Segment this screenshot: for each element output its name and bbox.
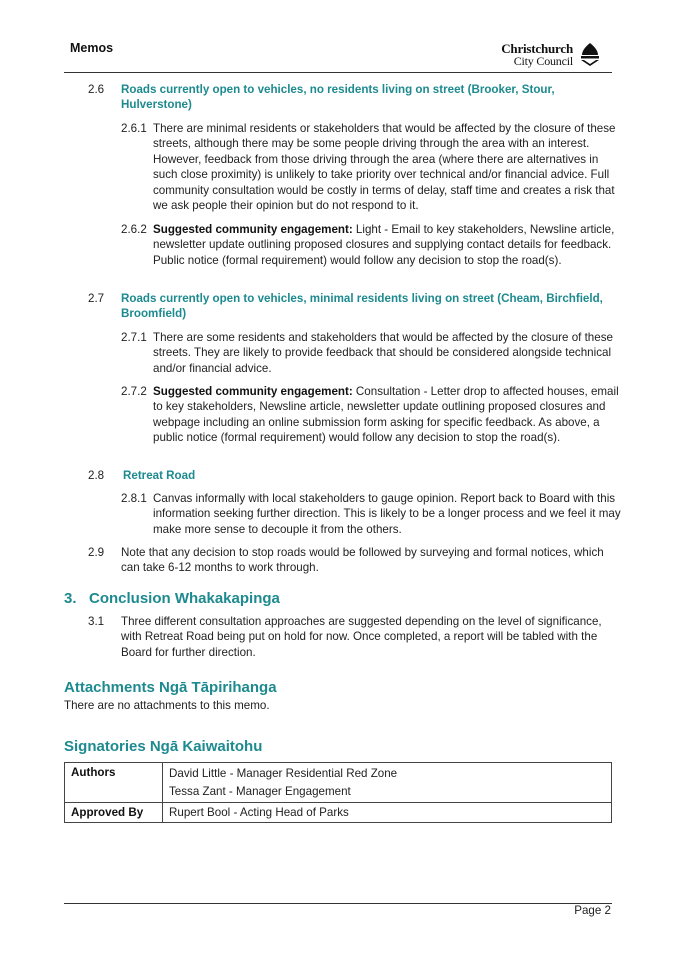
header-rule [64, 72, 612, 73]
paragraph: There are some residents and stakeholders that would be affected by the closure of these streets. They are likely to provide feedback that should be considered alongside technical and/or financial advice. [153, 331, 613, 375]
page-number: Page 2 [574, 904, 611, 917]
section-number: 2.7.2 [121, 385, 147, 398]
section-heading: Roads currently open to vehicles, no residents living on street (Brooker, Stour, Hulverstone) [121, 83, 555, 112]
section-number: 2.7.1 [121, 331, 147, 344]
row-value [163, 763, 612, 803]
section-number: 2.9 [88, 546, 105, 559]
row-value [163, 802, 612, 822]
section-heading: Roads currently open to vehicles, minimal residents living on street (Cheam, Birchfield, Broomfield) [121, 292, 603, 321]
heading-title: Conclusion Whakakapinga [89, 590, 280, 607]
section-2-8-1 [121, 491, 621, 537]
section-2-6 [88, 82, 618, 113]
section-number: 2.8.1 [121, 492, 147, 505]
bold-lead: Suggested community engagement: [153, 385, 353, 398]
attachments-heading: Attachments Ngā Tāpirihanga [64, 679, 277, 696]
paragraph: Three different consultation approaches are suggested depending on the level of significance, with Retreat Road being put on hold for now. Once completed, a report will be tabled with the Board for further direction. [121, 615, 602, 659]
section-2-7-2 [121, 384, 621, 446]
table-row [65, 763, 612, 803]
table-row [65, 802, 612, 822]
section-2-7-1 [121, 330, 621, 376]
paragraph-text: Light - Email to key stakeholders, Newsline article, newsletter update outlining proposed closures and supplying contact details for feedback. Public notice (formal requirement) would follow any decision to stop the road(s). [153, 223, 615, 267]
section-2-9 [88, 545, 618, 576]
paragraph [153, 222, 621, 268]
section-2-6-1 [121, 121, 621, 213]
council-logo [499, 42, 603, 68]
section-3-1 [88, 614, 618, 660]
signatories-heading: Signatories Ngā Kaiwaitohu [64, 738, 263, 755]
section-number: 2.6 [88, 83, 105, 96]
row-label: Authors [65, 763, 163, 803]
signatory-name: Rupert Bool - Acting Head of Parks [169, 805, 349, 819]
section-number: 2.7 [88, 292, 105, 305]
section-2-6-2 [121, 222, 621, 268]
paragraph-text: Consultation - Letter drop to affected houses, email to key stakeholders, Newsline article, newsletter update outlining proposed closures and webpage including an online submission form asking for specific feedback. As above, a public notice (formal requirement) would follow any decision to stop the road(s). [153, 385, 619, 445]
bold-lead: Suggested community engagement: [153, 223, 353, 236]
logo-line-1: Christchurch [501, 41, 573, 56]
conclusion-heading [64, 591, 280, 606]
section-2-8 [88, 468, 618, 483]
signatory-name: David Little - Manager Residential Red Zone [169, 767, 398, 780]
section-number: 3.1 [88, 615, 105, 628]
section-number: 2.6.1 [121, 122, 147, 135]
section-number: 2.6.2 [121, 223, 147, 236]
paragraph: Note that any decision to stop roads would be followed by surveying and formal notices, which can take 6-12 months to work through. [121, 546, 604, 575]
signatory-name: Tessa Zant - Manager Engagement [169, 785, 351, 799]
paragraph: Canvas informally with local stakeholders to gauge opinion. Report back to Board with this information seeking further direction. This is likely to be a longer process and we feel it may make more sense to decouple it from the others. [153, 492, 621, 536]
heading-number: 3. [64, 590, 77, 607]
section-number: 2.8 [88, 469, 105, 482]
section-heading: Retreat Road [123, 469, 196, 482]
attachments-text: There are no attachments to this memo. [64, 699, 270, 712]
logo-line-2: City Council [513, 54, 573, 68]
section-2-7 [88, 291, 618, 322]
cathedral-logo-icon [577, 42, 603, 68]
paragraph [153, 384, 621, 446]
signatories-table [64, 762, 612, 823]
header-title: Memos [70, 41, 114, 55]
row-label: Approved By [65, 802, 163, 822]
paragraph: There are minimal residents or stakeholders that would be affected by the closure of these streets, although there may be some people driving through the area with an interest. However, feedback from those driving through the area (where there are alternatives in such close proximity) is unlikely to take priority over technical and/or financial advice. Full community consultation would be costly in terms of delay, staff time and creates a risk that we ask people their opinion but do not respond to it. [153, 122, 616, 213]
footer-rule [64, 903, 612, 904]
